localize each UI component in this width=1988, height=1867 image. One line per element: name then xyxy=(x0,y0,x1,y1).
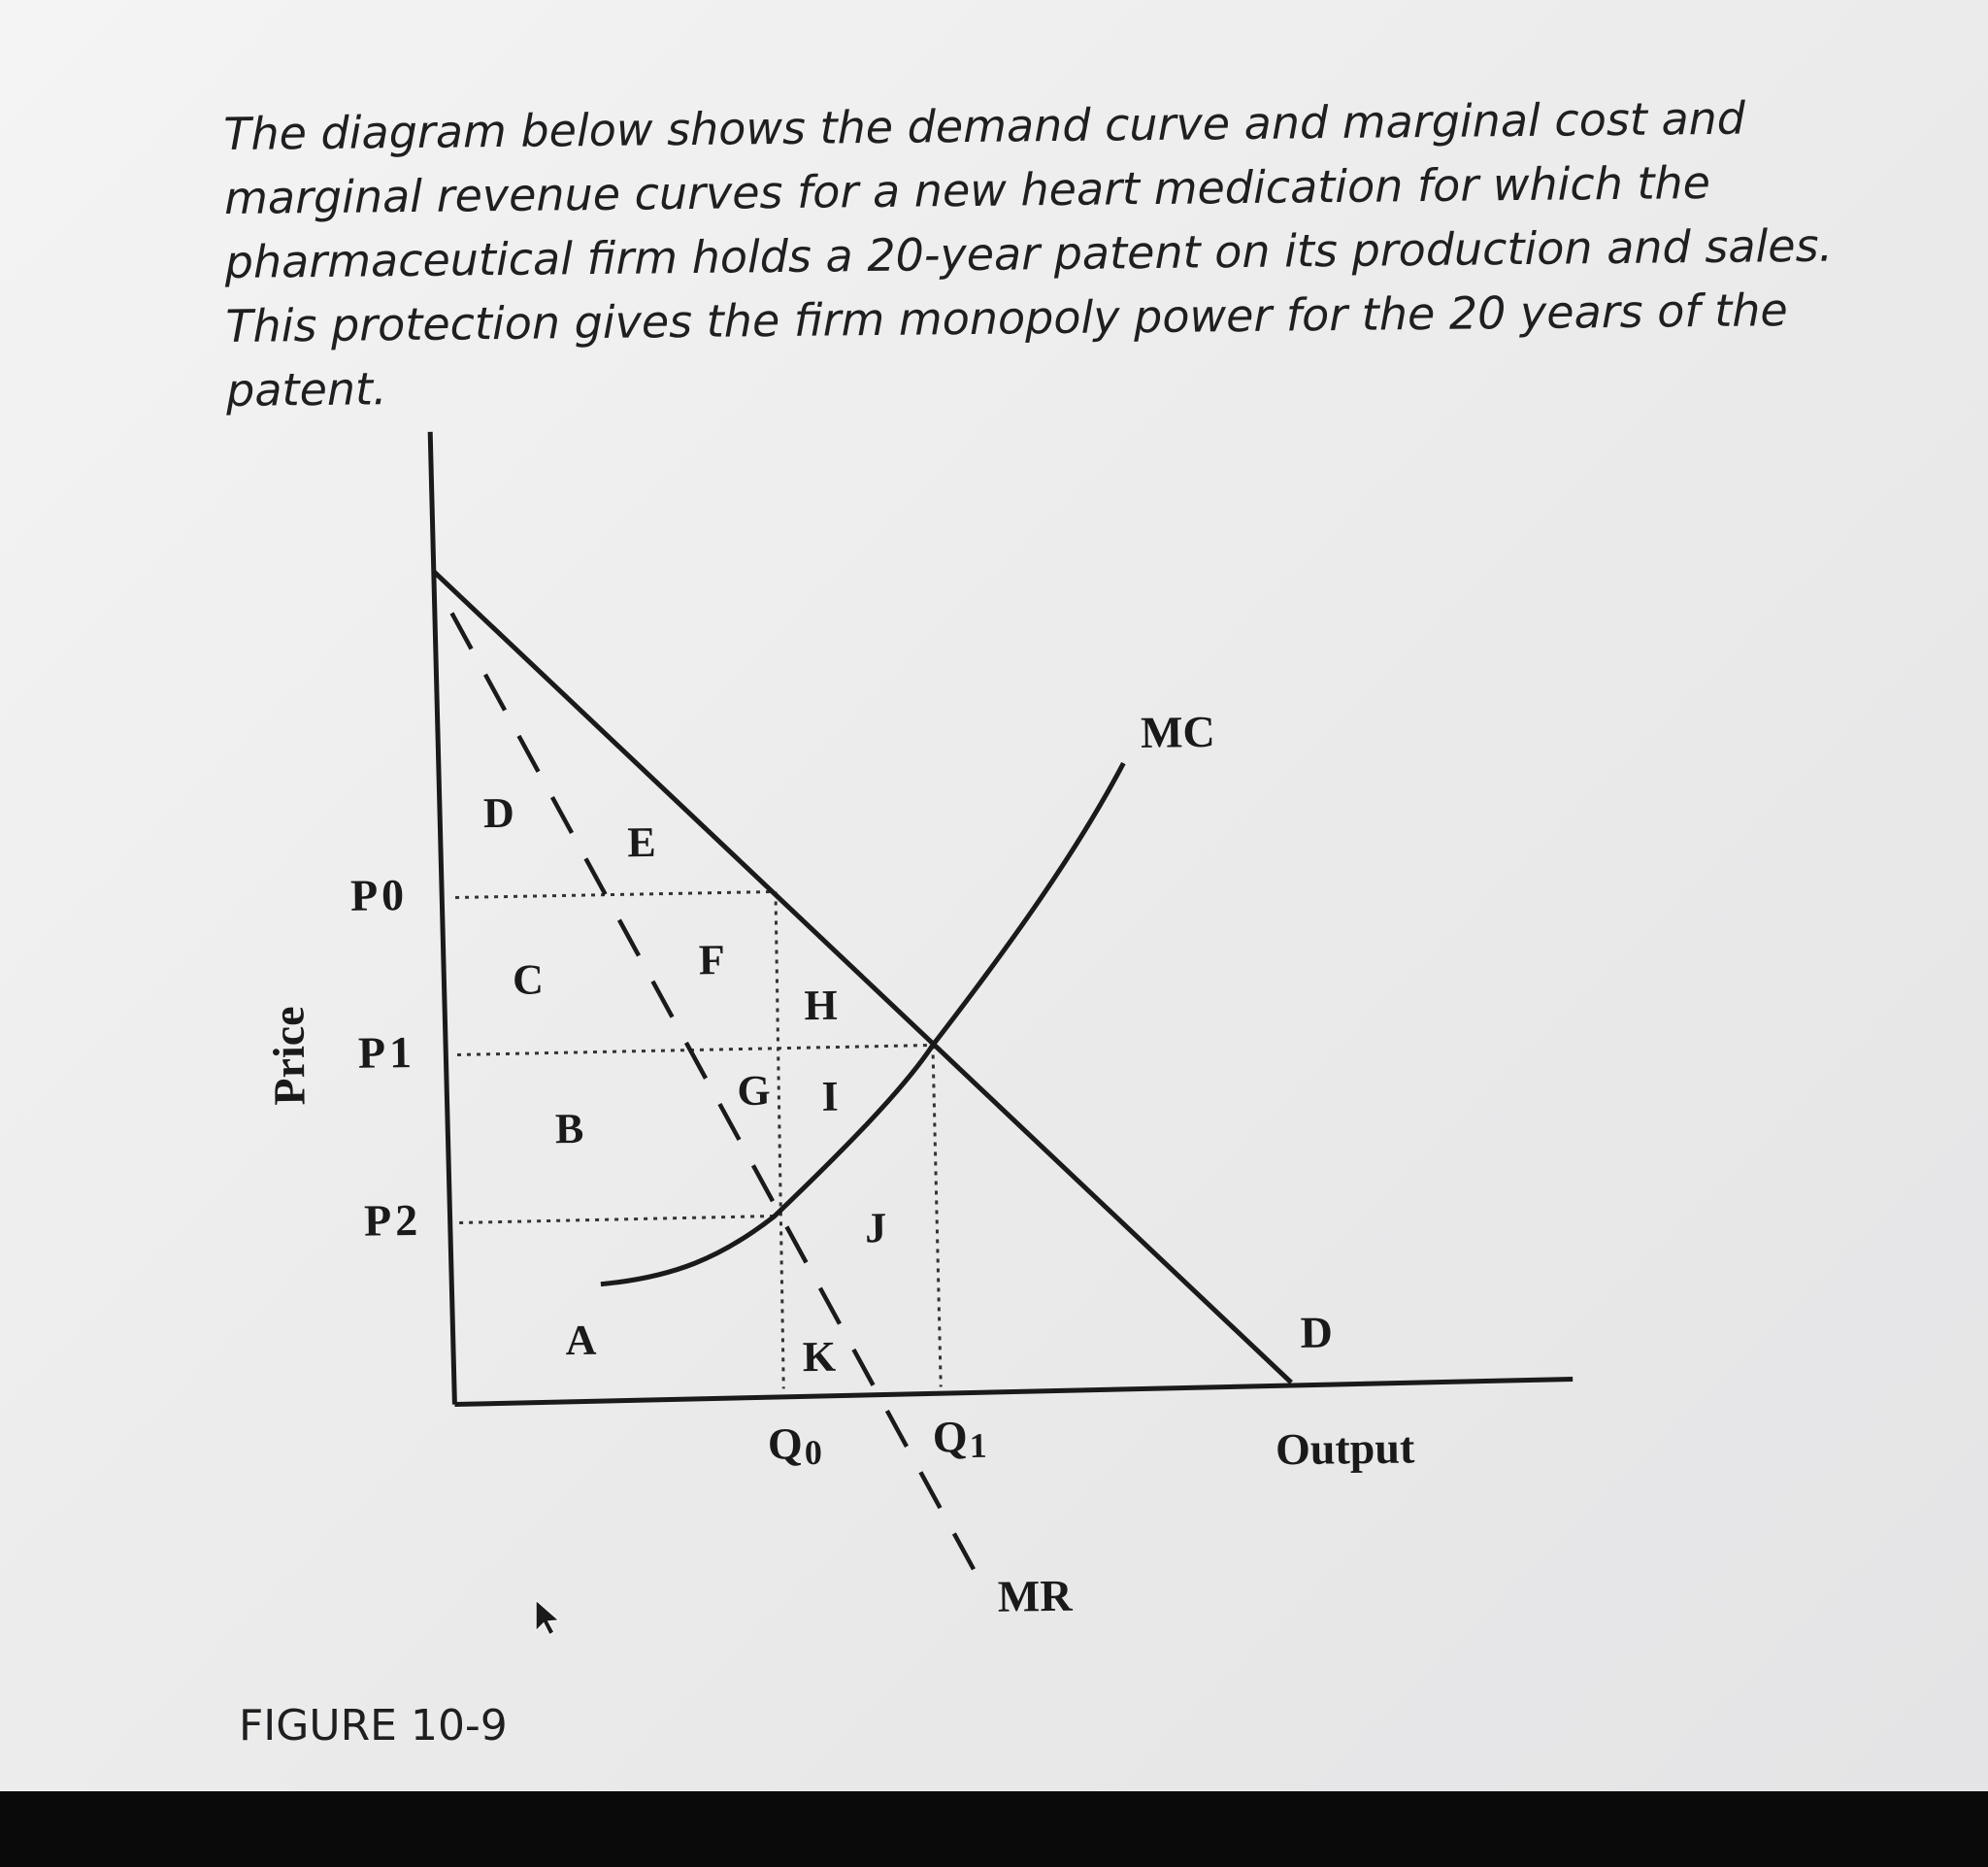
p0-guide-line xyxy=(455,891,776,897)
q1-guide-line xyxy=(933,1045,941,1386)
price-label-p1: P1 xyxy=(357,1027,413,1078)
area-label-i: I xyxy=(821,1072,839,1120)
mc-label: MC xyxy=(1140,706,1215,757)
quantity-label-q1: Q1 xyxy=(932,1412,987,1466)
monitor-bezel xyxy=(0,1791,1988,1867)
marginal-revenue-curve xyxy=(451,607,985,1598)
mr-label: MR xyxy=(997,1570,1073,1621)
question-text: The diagram below shows the demand curve and marginal cost and marginal revenue curves for a new heart medication for which the pharmaceutical firm holds a 20-year patent on its production and sales. This protection gives the firm monopoly power for the 20 years of the patent. xyxy=(223,91,1834,417)
mouse-cursor-icon xyxy=(536,1600,559,1635)
y-axis-label: Price xyxy=(263,1006,315,1106)
p1-guide-line xyxy=(457,1045,933,1054)
demand-label-end: D xyxy=(1300,1307,1334,1357)
area-label-a: A xyxy=(565,1316,597,1365)
area-label-f: F xyxy=(698,936,726,984)
area-label-h: H xyxy=(804,981,838,1030)
area-label-j: J xyxy=(864,1204,887,1252)
q0-guide-line xyxy=(776,891,783,1388)
area-label-g: G xyxy=(737,1066,772,1115)
area-label-c: C xyxy=(512,955,545,1004)
area-label-k: K xyxy=(802,1332,837,1382)
x-axis-label: Output xyxy=(1275,1422,1415,1475)
area-label-d: D xyxy=(482,788,515,838)
marginal-cost-curve xyxy=(594,763,1129,1284)
demand-curve xyxy=(434,561,1291,1393)
x-axis xyxy=(454,1379,1573,1404)
area-label-e: E xyxy=(627,817,657,867)
price-label-p0: P0 xyxy=(349,870,405,920)
figure-caption: FIGURE 10-9 xyxy=(239,1701,508,1750)
price-label-p2: P2 xyxy=(363,1194,418,1246)
area-label-b: B xyxy=(554,1104,584,1153)
quantity-label-q0: Q0 xyxy=(767,1418,823,1473)
p2-guide-line xyxy=(459,1216,775,1222)
